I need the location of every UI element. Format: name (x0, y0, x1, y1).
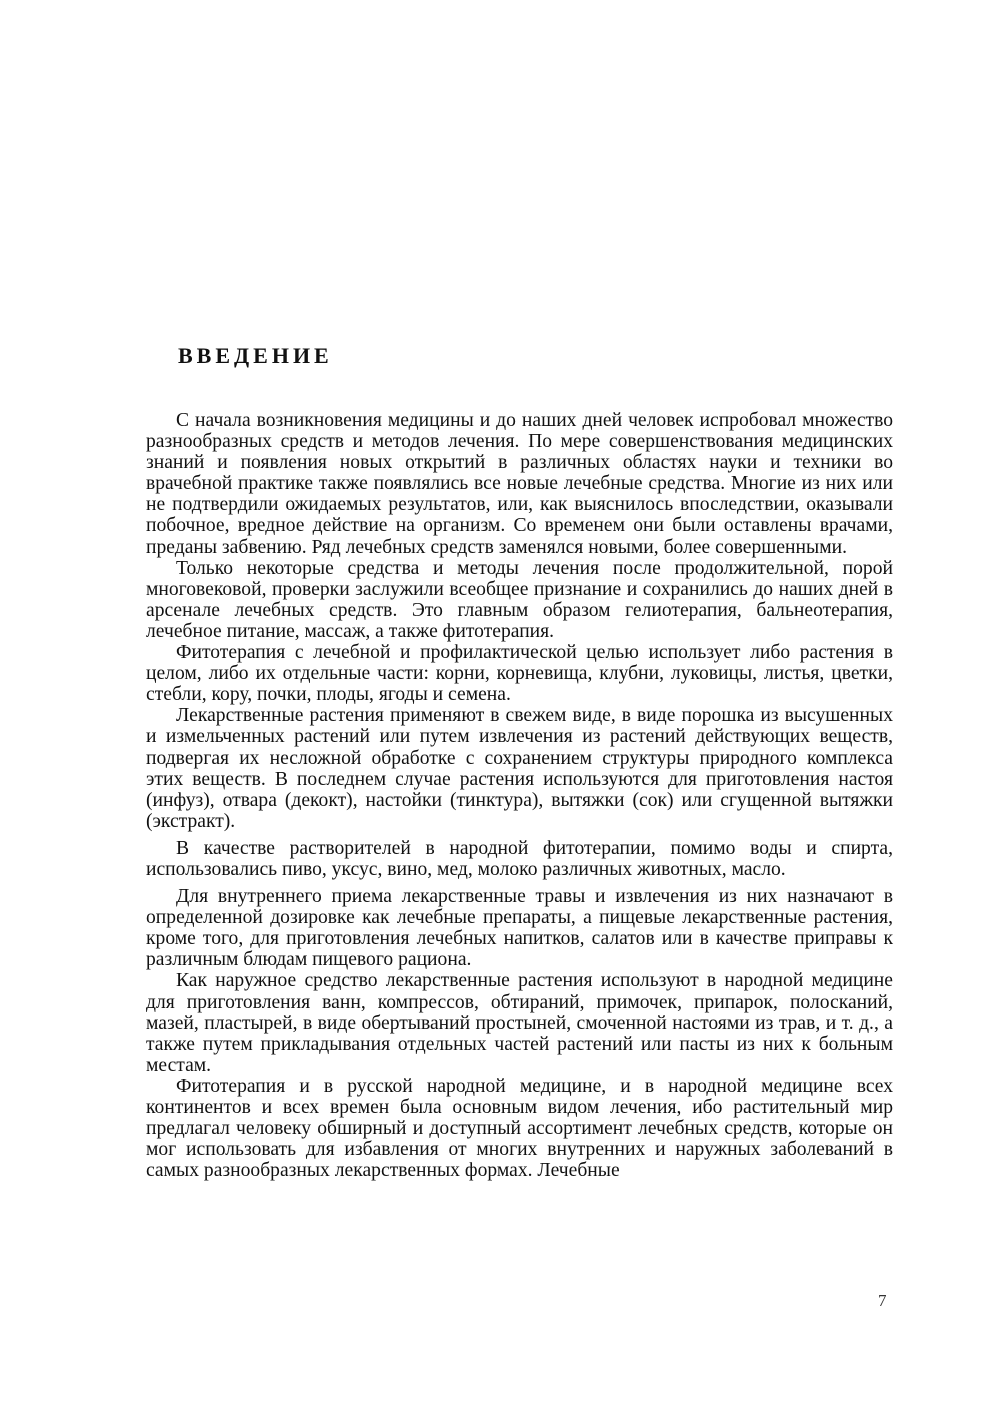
paragraph: Лекарственные растения применяют в свежем виде, в виде порошка из высушенных и измельченных растений или путем извлечения из растений действующих веществ, подвергая их несложной обработке с сохранением структуры природного комплекса этих веществ. В последнем случае растения используются для приготовления настоя (инфуз), отвара (декокт), настойки (тинктура), вытяжки (сок) или сгущенной вытяжки (экстракт). (146, 705, 893, 832)
paragraph: Только некоторые средства и методы лечения после продолжительной, порой многовековой, проверки заслужили всеобщее признание и сохранились до наших дней в арсенале лечебных средств. Это главным образом гелиотерапия, бальнеотерапия, лечебное питание, массаж, а также фитотерапия. (146, 557, 893, 642)
page-number: 7 (878, 1291, 887, 1310)
paragraph: В качестве растворителей в народной фитотерапии, помимо воды и спирта, использовались пиво, уксус, вино, мед, молоко различных животных, масло. (146, 837, 893, 880)
paragraph: С начала возникновения медицины и до наших дней человек испробовал множество разнообразных средств и методов лечения. По мере совершенствования медицинских знаний и появления новых открытий в различных областях науки и техники во врачебной практике также появлялись все новые лечебные средства. Многие из них или не подтвердили ожидаемых результатов, или, как выяснилось впоследствии, оказывали побочное, вредное действие на организм. Со временем они были оставлены врачами, преданы забвению. Ряд лечебных средств заменялся новыми, более совершенными. (146, 410, 893, 558)
body-text (146, 410, 893, 1181)
paragraph: Фитотерапия с лечебной и профилактической целью использует либо растения в целом, либо их отдельные части: корни, корневища, клубни, луковицы, листья, цветки, стебли, кору, почки, плоды, ягоды и семена. (146, 642, 893, 706)
paragraph: Для внутреннего приема лекарственные травы и извлечения из них назначают в определенной дозировке как лечебные препараты, а пищевые лекарственные растения, кроме того, для приготовления лечебных напитков, салатов или в качестве приправы к различным блюдам пищевого рациона. (146, 886, 893, 971)
paragraph: Фитотерапия и в русской народной медицине, и в народной медицине всех континентов и всех времен была основным видом лечения, ибо растительный мир предлагал человеку обширный и доступный ассортимент лечебных средств, которые он мог использовать для избавления от многих внутренних и наружных заболеваний в самых разнообразных лекарственных формах. Лечебные (146, 1075, 893, 1182)
paragraph: Как наружное средство лекарственные растения используют в народной медицине для приготовления ванн, компрессов, обтираний, примочек, припарок, полосканий, мазей, пластырей, в виде обертываний простыней, смоченной настоями из трав, и т. д., а также путем прикладывания отдельных частей растений или пасты из них к больным местам. (146, 970, 893, 1076)
chapter-heading: ВВЕДЕНИЕ (178, 343, 333, 368)
